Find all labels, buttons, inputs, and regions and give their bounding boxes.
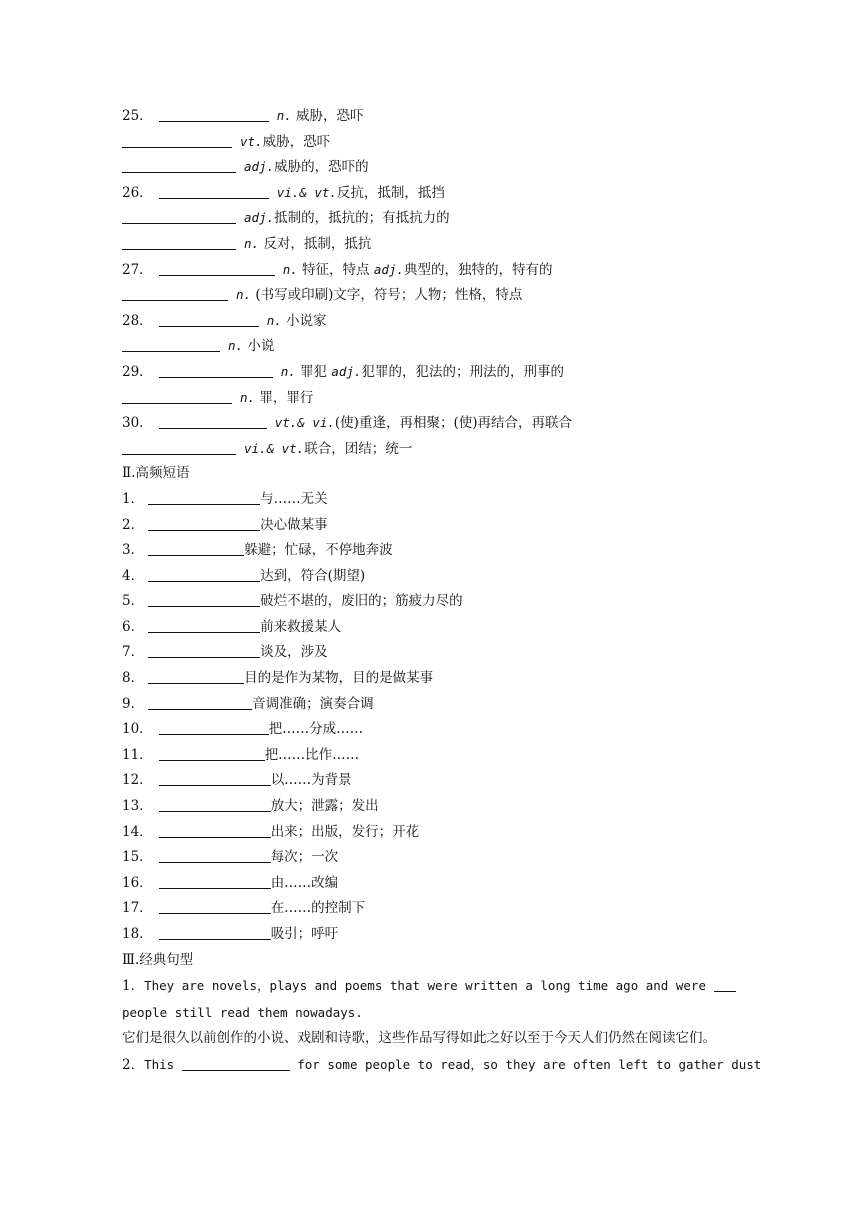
meaning: (书写或印刷)文字，符号；人物；性格，特点: [255, 287, 523, 304]
meaning: 音调准确；演奏合调: [252, 695, 374, 712]
answer-blank[interactable]: [159, 261, 275, 276]
phrase-row: [122, 717, 742, 743]
vocab-row: [122, 436, 742, 462]
answer-blank[interactable]: [122, 286, 228, 301]
answer-blank[interactable]: [122, 235, 236, 250]
item-number: 9．: [122, 695, 145, 712]
answer-blank[interactable]: [159, 797, 271, 812]
part-of-speech: n.: [236, 287, 252, 303]
sentence-1-english: [122, 973, 738, 1026]
vocab-row: [122, 154, 742, 180]
item-number: 13．: [122, 798, 153, 815]
answer-blank[interactable]: [159, 746, 265, 761]
vocab-row: [122, 282, 742, 308]
vocab-row: [122, 308, 742, 334]
item-number: 15．: [122, 849, 153, 866]
part-of-speech: vi.& vt.: [244, 440, 305, 456]
meaning: 出来；出版，发行；开花: [270, 823, 420, 840]
answer-blank[interactable]: [159, 848, 271, 863]
sentence-text: They are novels，plays and poems that were written a long time ago and were: [144, 978, 714, 994]
answer-blank[interactable]: [182, 1056, 290, 1071]
answer-blank[interactable]: [148, 669, 244, 684]
meaning: 特征，特点: [302, 261, 374, 278]
sentence-text: for some people to read，so they are often left to gather dust: [289, 1056, 762, 1072]
vocab-row: [122, 333, 742, 359]
answer-blank[interactable]: [148, 567, 260, 582]
phrase-row: [122, 820, 742, 846]
item-number: 17．: [122, 900, 153, 917]
part-of-speech: vt.: [240, 133, 263, 149]
part-of-speech: n.: [228, 338, 244, 354]
meaning: 与……无关: [260, 490, 328, 507]
meaning: 威胁，恐吓: [296, 108, 364, 124]
worksheet-content: [122, 103, 762, 1078]
meaning: 躲避；忙碌，不停地奔波: [244, 542, 393, 559]
phrase-row: [122, 871, 742, 897]
vocab-row: [122, 385, 742, 411]
answer-blank[interactable]: [148, 618, 260, 633]
item-number: 29．: [122, 363, 153, 380]
phrase-row: [122, 922, 742, 948]
item-number: 10．: [122, 721, 153, 738]
meaning: 把……分成……: [268, 721, 364, 738]
part-of-speech: n.: [282, 261, 298, 277]
answer-blank[interactable]: [122, 337, 220, 352]
item-number: 12．: [122, 772, 153, 789]
item-number: 16．: [122, 874, 153, 891]
meaning: 由……改编: [270, 874, 339, 891]
meaning: (使)重逢，再相聚；(使)再结合，再联合: [334, 415, 572, 432]
vocab-row: [122, 103, 742, 129]
meaning: 在……的控制下: [270, 900, 366, 917]
answer-blank[interactable]: [148, 643, 260, 658]
meaning: 罪犯: [300, 363, 332, 380]
answer-blank[interactable]: [122, 440, 236, 455]
sentence-text: This: [144, 1056, 182, 1072]
meaning: 放大；泄露；发出: [270, 798, 379, 815]
answer-blank[interactable]: [159, 312, 259, 327]
vocab-row: [122, 359, 742, 385]
sentence-1-translation: 它们是很久以前创作的小说、戏剧和诗歌，这些作品写得如此之好以至于今天人们仍然在阅读它们。: [122, 1030, 716, 1047]
item-number: 5．: [122, 593, 145, 610]
answer-blank[interactable]: [159, 874, 271, 889]
item-number: 8．: [122, 670, 145, 687]
part-of-speech: vi.& vt.: [276, 184, 337, 200]
item-number: 3．: [122, 542, 145, 559]
meaning: 小说家: [286, 312, 327, 329]
phrase-row: [122, 589, 742, 615]
section-title-sentences: Ⅲ.经典句型: [122, 951, 194, 968]
meaning: 反对，抵制，抵抗: [263, 235, 372, 252]
vocab-row: [122, 180, 742, 206]
item-number: 30．: [122, 415, 153, 432]
phrase-row: [122, 513, 742, 539]
answer-blank[interactable]: [159, 925, 271, 940]
sentence-text: people still read them nowadays.: [122, 1004, 363, 1020]
answer-blank[interactable]: [714, 977, 736, 992]
part-of-speech: n.: [276, 108, 292, 123]
item-number: 27．: [122, 261, 153, 278]
meaning: 破烂不堪的，废旧的；筋疲力尽的: [260, 593, 463, 610]
part-of-speech: n.: [244, 235, 260, 251]
phrase-row: [122, 768, 742, 794]
answer-blank[interactable]: [148, 592, 260, 607]
vocab-row: [122, 205, 742, 231]
phrase-row: [122, 743, 742, 769]
answer-blank[interactable]: [159, 414, 267, 429]
answer-blank[interactable]: [159, 107, 269, 122]
answer-blank[interactable]: [159, 720, 269, 735]
answer-blank[interactable]: [122, 389, 232, 404]
vocab-row: [122, 129, 742, 155]
item-number: 2．: [122, 1056, 145, 1073]
item-number: 6．: [122, 618, 145, 635]
part-of-speech: adj.: [244, 210, 275, 226]
meaning: 罪，罪行: [259, 389, 314, 406]
meaning: 犯罪的，犯法的；刑法的，刑事的: [361, 363, 564, 380]
meaning: 每次；一次: [270, 849, 339, 866]
phrase-row: [122, 666, 742, 692]
part-of-speech: n.: [240, 389, 256, 405]
item-number: 26．: [122, 184, 153, 201]
phrase-row: [122, 487, 742, 513]
meaning: 前来救援某人: [260, 618, 342, 635]
answer-blank[interactable]: [159, 899, 271, 914]
phrase-row: [122, 615, 742, 641]
answer-blank[interactable]: [148, 695, 252, 710]
sentence-2-english: [122, 1052, 762, 1078]
meaning: 吸引；呼吁: [270, 926, 339, 942]
meaning: 抵制的，抵抗的；有抵抗力的: [274, 210, 450, 227]
meaning: 把……比作……: [264, 746, 360, 763]
item-number: 4．: [122, 567, 145, 584]
phrase-row: [122, 538, 742, 564]
meaning: 典型的，独特的，特有的: [403, 261, 553, 278]
answer-blank[interactable]: [122, 209, 236, 224]
answer-blank[interactable]: [148, 541, 244, 556]
part-of-speech: adj.: [244, 159, 275, 175]
meaning: 威胁，恐吓: [262, 133, 331, 150]
answer-blank[interactable]: [122, 133, 232, 148]
answer-blank[interactable]: [159, 771, 271, 786]
vocab-row: [122, 231, 742, 257]
item-number: 1．: [122, 490, 145, 507]
meaning: 威胁的，恐吓的: [274, 159, 369, 176]
part-of-speech: n.: [280, 363, 296, 379]
section-title-phrases: Ⅱ.高频短语: [122, 465, 190, 482]
answer-blank[interactable]: [159, 184, 269, 199]
vocab-row: [122, 410, 742, 436]
item-number: 18．: [122, 926, 153, 942]
part-of-speech: vt.& vi.: [274, 415, 335, 431]
answer-blank[interactable]: [122, 158, 236, 173]
item-number: 11．: [122, 746, 153, 763]
meaning: 谈及，涉及: [260, 644, 328, 661]
item-number: 7．: [122, 644, 145, 661]
item-number: 14．: [122, 823, 153, 840]
item-number: 2．: [122, 516, 145, 533]
meaning: 反抗，抵制，抵挡: [336, 184, 445, 201]
phrase-row: [122, 564, 742, 590]
phrase-row: [122, 640, 742, 666]
phrase-row: [122, 794, 742, 820]
meaning: 决心做某事: [260, 516, 328, 533]
answer-blank[interactable]: [159, 363, 273, 378]
meaning: 目的是作为某物，目的是做某事: [244, 670, 434, 687]
answer-blank[interactable]: [159, 823, 271, 838]
part-of-speech: n.: [266, 312, 282, 328]
phrase-row: [122, 896, 742, 922]
part-of-speech: adj.: [373, 261, 404, 277]
item-number: 1．: [122, 978, 145, 995]
meaning: 以……为背景: [270, 772, 352, 789]
answer-blank[interactable]: [148, 516, 260, 531]
vocab-row: [122, 257, 742, 283]
meaning: 小说: [247, 338, 275, 355]
phrase-row: [122, 692, 742, 718]
meaning: 联合，团结；统一: [304, 440, 413, 457]
phrase-row: [122, 845, 742, 871]
meaning: 达到，符合(期望): [260, 567, 366, 584]
part-of-speech: adj.: [331, 363, 362, 379]
answer-blank[interactable]: [148, 490, 260, 505]
item-number: 28．: [122, 312, 153, 329]
item-number: 25．: [122, 108, 153, 124]
